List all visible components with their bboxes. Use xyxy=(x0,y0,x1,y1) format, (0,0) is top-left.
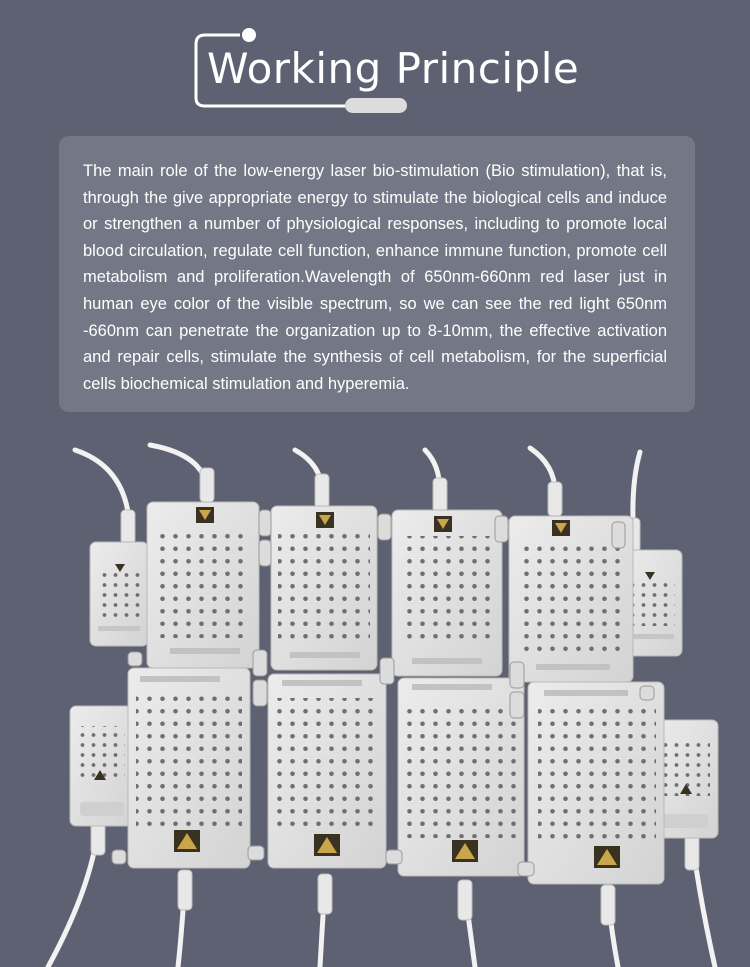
large-pad-bottom-2 xyxy=(268,674,386,868)
small-pad-left-bottom xyxy=(70,706,132,826)
large-pad-bottom-4 xyxy=(528,682,664,884)
large-pad-top-2 xyxy=(271,506,377,670)
product-image xyxy=(0,430,750,967)
title-section xyxy=(0,0,750,130)
large-pad-top-3 xyxy=(392,510,502,676)
small-pad-left-top xyxy=(90,542,148,646)
page-title: Working Principle xyxy=(207,44,580,93)
large-pad-bottom-3 xyxy=(398,678,524,876)
large-pad-top-1 xyxy=(147,502,259,668)
description-text: The main role of the low-energy laser bio-stimulation (Bio stimulation), that is, through the give appropriate energy to stimulate the biological cells and induce or strengthen a number of physiological responses, including to promote local blood circulation, regulate cell function, enhance immune function, promote cell metabolism and proliferation.Wavelength of 650nm-660nm red laser just in human eye color of the visible spectrum, so we can see the red light 650nm -660nm can penetrate the organization up to 8-10mm, the effective activation and repair cells, stimulate the synthesis of cell metabolism, for the superficial cells biochemical stimulation and hyperemia. xyxy=(83,162,667,393)
large-pad-bottom-1 xyxy=(128,668,250,868)
